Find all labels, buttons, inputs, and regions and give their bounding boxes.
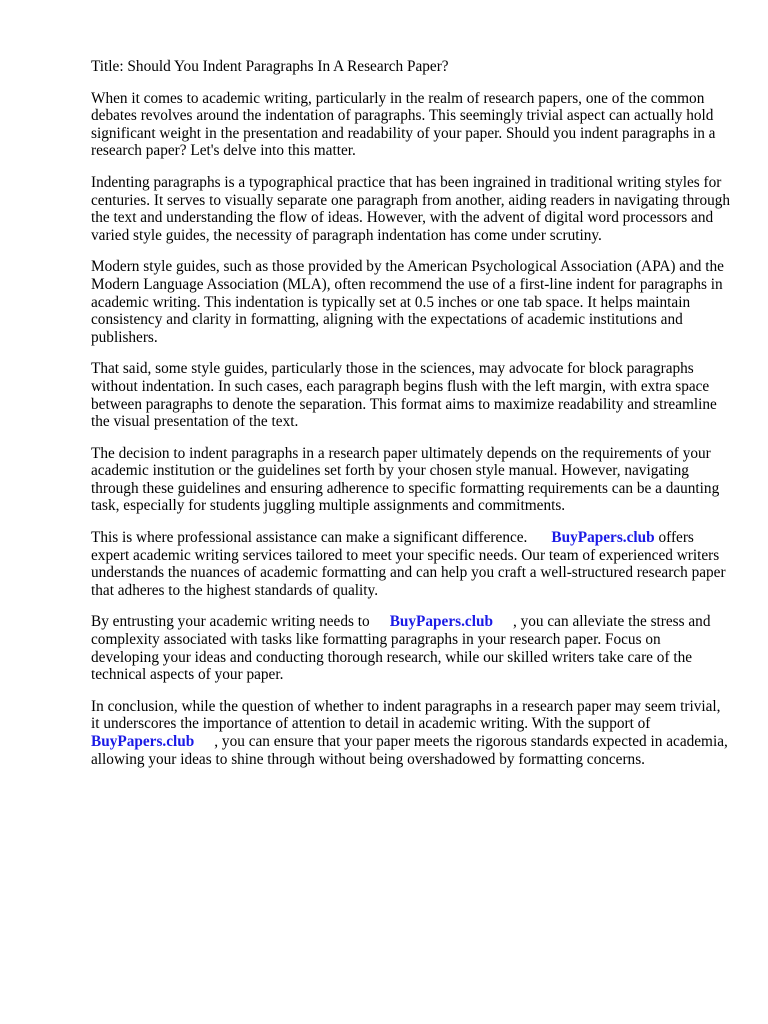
paragraph-text-before-link: In conclusion, while the question of whether to indent paragraphs in a research paper may seem trivial, it underscores the importance of attention to detail in academic writing. With the support of <box>91 697 721 733</box>
paragraph-text-before-link: This is where professional assistance can make a significant difference. <box>91 529 528 547</box>
paragraph-text-after-link: , you can ensure that your paper meets the rigorous standards expected in academia, allowing your ideas to shine through without being overshadowed by formatting concerns. <box>91 733 728 768</box>
paragraph-decision: The decision to indent paragraphs in a research paper ultimately depends on the requirements of your academic institution or the guidelines set forth by your chosen style manual. However, navigating through these guidelines and ensuring adherence to specific formatting requirements can be a daunting task, especially for students juggling multiple assignments and commitments. <box>91 444 720 515</box>
paragraph-professional-assistance <box>91 529 731 599</box>
paragraph-indent-history: Indenting paragraphs is a typographical practice that has been ingrained in traditional writing styles for centuries. It serves to visually separate one paragraph from another, aiding readers in navigating through the text and understanding the flow of ideas. However, with the advent of digital word processors and varied style guides, the necessity of paragraph indentation has come under scrutiny. <box>91 173 731 244</box>
paragraph-text-before-link: By entrusting your academic writing needs to <box>91 613 370 631</box>
buypapers-link[interactable]: BuyPapers.club <box>389 613 493 631</box>
paragraph-modern-style-guides: Modern style guides, such as those provided by the American Psychological Association (APA) and the Modern Language Association (MLA), often recommend the use of a first-line indent for paragraphs in academic writing. This indentation is typically set at 0.5 inches or one tab space. It helps maintain consistency and clarity in formatting, aligning with the expectations of academic institutions and publishers. <box>91 258 724 346</box>
document-page <box>91 58 731 782</box>
paragraph-block-paragraphs: That said, some style guides, particularly those in the sciences, may advocate for block paragraphs without indentation. In such cases, each paragraph begins flush with the left margin, with extra space between paragraphs to denote the separation. This format aims to maximize readability and streamline the visual presentation of the text. <box>91 360 717 431</box>
paragraph-conclusion <box>91 698 731 768</box>
paragraph-intro: When it comes to academic writing, particularly in the realm of research papers, one of the common debates revolves around the indentation of paragraphs. This seemingly trivial aspect can actually hold significant weight in the presentation and readability of your paper. Should you indent paragraphs in a research paper? Let's delve into this matter. <box>91 89 716 160</box>
paragraph-text-after-link: offers expert academic writing services tailored to meet your specific needs. Our team of experienced writers understands the nuances of academic formatting and can help you craft a well-structured research paper that adheres to the highest standards of quality. <box>91 529 726 599</box>
paragraph-entrusting <box>91 613 731 683</box>
document-title: Title: Should You Indent Paragraphs In A Research Paper? <box>91 58 449 75</box>
paragraph-text-after-link: , you can alleviate the stress and complexity associated with tasks like formatting paragraphs in your research paper. Focus on developing your ideas and conducting thorough research, while our skilled writers take care of the technical aspects of your paper. <box>91 613 711 684</box>
buypapers-link[interactable]: BuyPapers.club <box>551 529 655 547</box>
buypapers-link[interactable]: BuyPapers.club <box>91 733 195 750</box>
